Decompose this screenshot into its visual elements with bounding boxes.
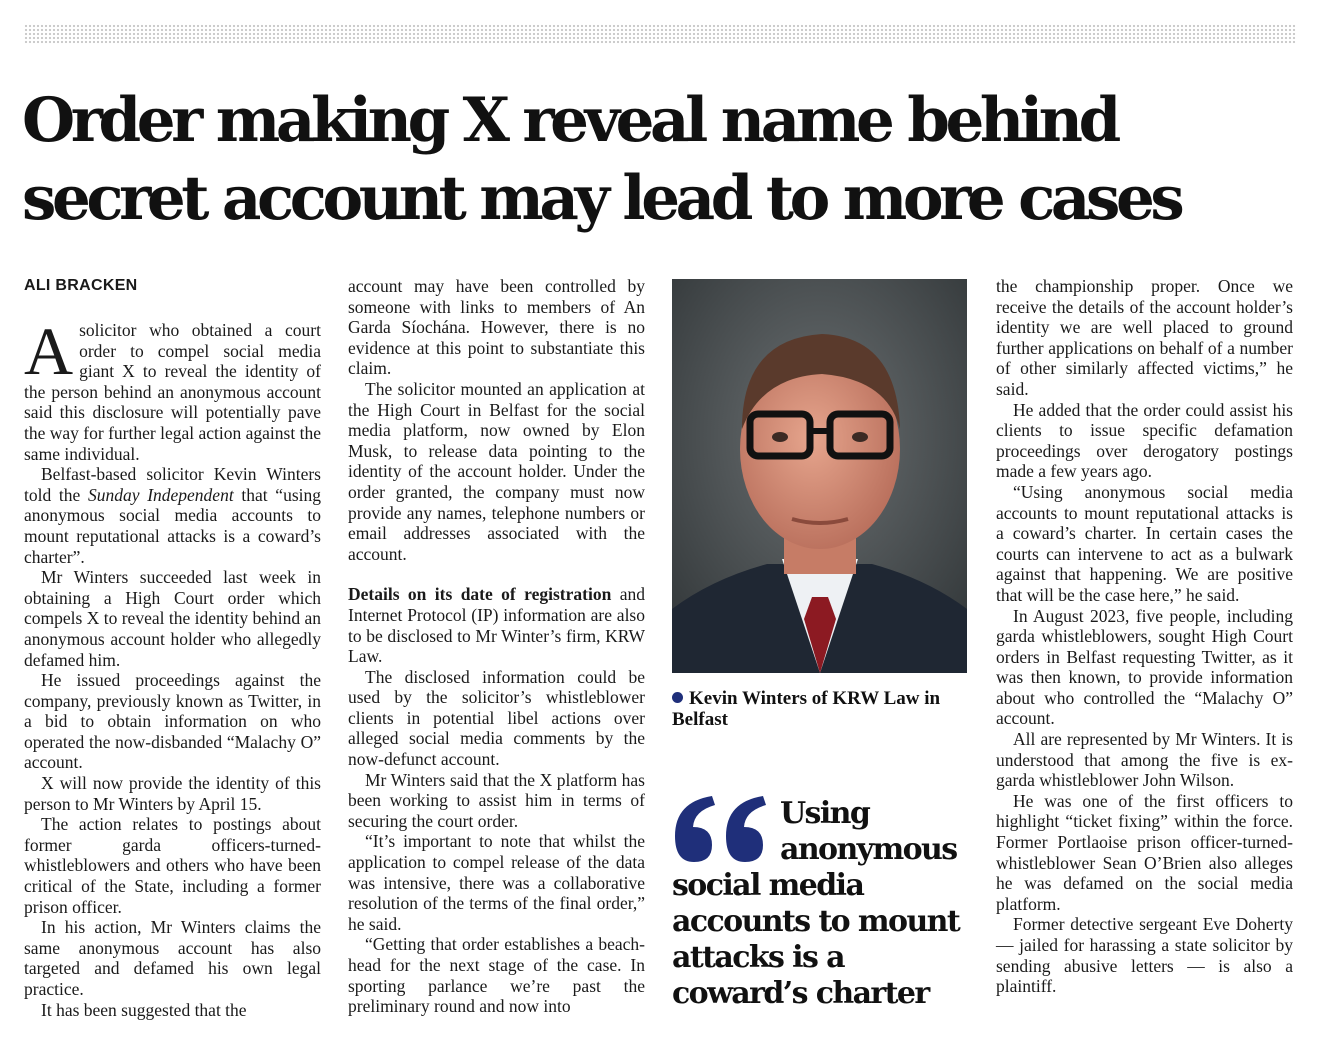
- paragraph-14: “It’s important to note that whilst the application to compel release of the data was intensive, there was a collaborative resolution of the terms of the final order,” he said.: [348, 831, 645, 934]
- paragraph-9: account may have been controlled by someone with links to members of An Garda Síochána. However, there is no evidence at this point to substantiate this claim.: [348, 276, 645, 379]
- newspaper-title: Sunday Independent: [87, 484, 234, 505]
- column-4: [996, 276, 1293, 997]
- paragraph-15: “Getting that order establishes a beach-head for the next stage of the case. In sporting parlance we’re past the preliminary round and now into: [348, 934, 645, 1017]
- column-2: [348, 276, 645, 1017]
- pull-quote: [672, 796, 972, 1012]
- paragraph-11: [348, 584, 645, 666]
- paragraph-2-text-a: Belfast-based solicitor Kevin Winters told the: [24, 464, 321, 505]
- byline: ALI BRACKEN: [24, 277, 138, 294]
- portrait-photo: [672, 279, 967, 673]
- pull-quote-line-1: Using anonymous: [780, 796, 957, 867]
- paragraph-19: In August 2023, five people, including garda whistleblowers, sought High Court orders in Belfast requesting Twitter, as it was then known, to provide information about who controlled the “Malachy O” account.: [996, 605, 1293, 729]
- paragraph-7: In his action, Mr Winters claims the same anonymous account has also targeted and defamed his own legal practice.: [24, 917, 321, 999]
- paragraph-13: Mr Winters said that the X platform has been working to assist him in terms of securing the court order.: [348, 769, 645, 831]
- paragraph-6: The action relates to postings about former garda officers-turned-whistleblowers and others who have been critical of the State, including a former prison officer.: [24, 814, 321, 917]
- paragraph-3: Mr Winters succeeded last week in obtaining a High Court order which compels X to reveal the identity behind an anonymous account holder who allegedly defamed him.: [24, 567, 321, 670]
- header-dotted-rule: [24, 24, 1296, 44]
- paragraph-22: Former detective sergeant Eve Doherty — jailed for harassing a state solicitor by sending abusive letters — is also a plaintiff.: [996, 914, 1293, 997]
- article-headline: [22, 82, 1312, 238]
- subhead: Details on its date of registration: [348, 584, 612, 605]
- photo-caption: [672, 688, 972, 730]
- paragraph-8: It has been suggested that the: [41, 999, 247, 1020]
- column-1: [24, 276, 321, 1020]
- paragraph-1-text: solicitor who obtained a court order to compel social media giant X to reveal the identity of the person behind an anonymous account said this disclosure will potentially pave the way for further legal action against the same individual.: [24, 320, 321, 464]
- paragraph-16: the championship proper. Once we receive the details of the account holder’s identity we are well placed to ground further applications on behalf of a number of other similarly affected victims,” he said.: [996, 276, 1293, 399]
- caption-bullet-icon: [672, 692, 683, 703]
- paragraph-4: He issued proceedings against the company, previously known as Twitter, in a bid to obtain information on who operated the now-disbanded “Malachy O” account.: [24, 670, 321, 773]
- paragraph-18: “Using anonymous social media accounts to mount reputational attacks is a coward’s charter. In certain cases the courts can intervene to act as a bulwark against that happening. We are positive that will be the case here,” he said.: [996, 481, 1293, 605]
- paragraph-2: [24, 464, 321, 567]
- paragraph-21: He was one of the first officers to highlight “ticket fixing” within the force. Former Portlaoise prison officer-turned-whistleblower Sean O’Brien also alleges he was defamed on the social media platform.: [996, 790, 1293, 914]
- pull-quote-rest: social media accounts to mount attacks is a coward’s charter: [672, 868, 960, 1011]
- drop-cap: A: [24, 313, 74, 389]
- headline-line-1: Order making X reveal name behind: [22, 85, 1117, 156]
- paragraph-5: X will now provide the identity of this person to Mr Winters by April 15.: [24, 773, 321, 814]
- paragraph-2-text-b: that “using anonymous social media accounts to mount reputational attacks is a coward’s charter”.: [24, 484, 321, 567]
- headline-line-2: secret account may lead to more cases: [22, 163, 1181, 234]
- paragraph-11-text: and Internet Protocol (IP) information are also to be disclosed to Mr Winter’s firm, KRW Law.: [348, 584, 645, 667]
- caption-text: Kevin Winters of KRW Law in Belfast: [672, 688, 941, 730]
- paragraph-17: He added that the order could assist his clients to issue specific defamation proceedings over derogatory postings made a few years ago.: [996, 399, 1293, 482]
- paragraph-10: The solicitor mounted an application at the High Court in Belfast for the social media platform, now owned by Elon Musk, to release data pointing to the identity of the account holder. Under the order granted, the company must now provide any names, telephone numbers or email addresses associated with the account.: [348, 378, 645, 564]
- paragraph-1: [24, 313, 321, 464]
- paragraph-20: All are represented by Mr Winters. It is understood that among the five is ex-garda whistleblower John Wilson.: [996, 729, 1293, 791]
- portrait-illustration: [672, 279, 967, 673]
- paragraph-12: The disclosed information could be used by the solicitor’s whistleblower clients in potential libel actions over alleged social media comments by the now-defunct account.: [348, 666, 645, 770]
